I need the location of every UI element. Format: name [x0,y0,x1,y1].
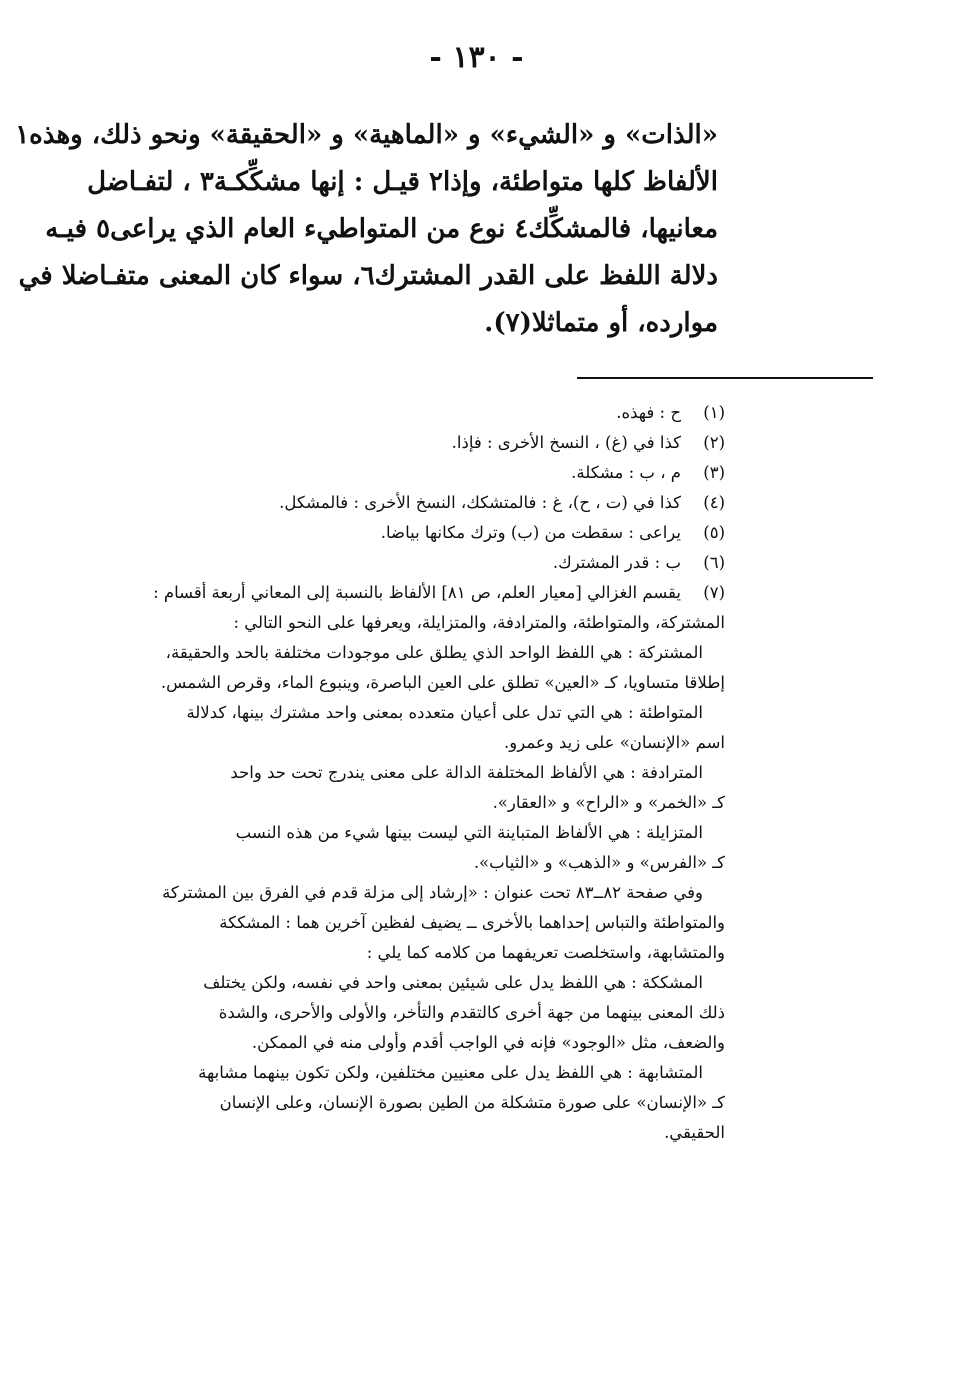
footnotes [80,398,725,1148]
main-text-line: دلالة اللفظ على القدر المشترك٦، سواء كان المعنى متفـاضلا في [18,261,718,291]
footnote-number: (٥) [703,523,725,542]
footnote-1 [80,398,725,428]
footnote-7-line: المشتركة، والمتواطئة، والمترادفة، والمتزايلة، ويعرفها على النحو التالي : [233,613,725,632]
footnote-2 [80,428,725,458]
footnote-7 [80,578,725,608]
footnote-7-line: وفي صفحة ٨٢ــ٨٣ تحت عنوان : «إرشاد إلى مزلة قدم في الفرق بين المشتركة [162,883,703,902]
footnote-7-line: كـ «الفرس» و «الذهب» و «الثياب». [473,853,725,872]
footnote-3 [80,458,725,488]
footnote-7-line: والمتواطئة والتباس إحداهما بالأخرى ــ يضيف لفظين آخرين هما : المشككة [219,913,725,932]
footnote-7-line: المشككة : هي اللفظ يدل على شيئين بمعنى واحد في نفسه، ولكن يختلف [203,973,703,992]
main-text [15,112,718,347]
footnote-7-line: والضعف، مثل «الوجود» فإنه في الواجب أقدم وأولى منه في الممكن. [251,1033,725,1052]
footnote-number: (٦) [703,553,725,572]
page-number: - ١٣٠ - [429,40,524,75]
main-text-line: معانيها، فالمشكِّك٤ نوع من المتواطيء العام الذي يراعى٥ فيـه [45,214,718,244]
footnote-text: ب : قدر المشترك. [552,553,681,572]
footnote-text: م ، ب : مشكلة. [571,463,681,482]
footnote-7-line: ذلك المعنى بينهما من جهة أخرى كالتقدم والتأخر، والأولى والأحرى، والشدة [218,1003,725,1022]
footnote-7-line: المشتركة : هي اللفظ الواحد الذي يطلق على موجودات مختلفة بالحد والحقيقة، [165,643,703,662]
footnote-text: كذا في (ت ، ح)، غ : فالمتشكك، النسخ الأخرى : فالمشكل. [279,493,681,512]
footnote-text: يراعى : سقطت من (ب) وترك مكانها بياضا. [380,523,681,542]
footnote-separator [577,377,873,379]
footnote-7-body [80,608,725,1148]
footnote-7-line: المترادفة : هي الألفاظ المختلفة الدالة على معنى يندرج تحت حد واحد [230,763,703,782]
main-text-line: موارده، أو متماثلا(٧). [484,308,718,338]
footnote-6 [80,548,725,578]
footnote-number: (٢) [703,433,725,452]
footnote-7-line: اسم «الإنسان» على زيد وعمرو. [504,733,725,752]
footnote-number: (٧) [703,583,725,602]
footnote-5 [80,518,725,548]
footnote-7-line: والمتشابهة، واستخلصت تعريفهما من كلامه كما يلي : [366,943,725,962]
footnote-text: كذا في (غ) ، النسخ الأخرى : فإذا. [451,433,681,452]
footnote-number: (٤) [703,493,725,512]
footnote-7-line: المتزايلة : هي الألفاظ المتباينة التي ليست بينها شيء من هذه النسب [235,823,703,842]
main-text-line: الألفاظ كلها متواطئة، وإذا٢ قيـل : إنها مشكِّكـة٣ ، لتفـاضل [87,167,718,197]
footnote-text: ح : فهذه. [616,403,681,422]
footnote-number: (٣) [703,463,725,482]
footnote-number: (١) [703,403,725,422]
footnote-7-line: المتشابهة : هي اللفظ يدل على معنيين مختلفين، ولكن تكون بينهما مشابهة [198,1063,703,1082]
footnote-7-line: الحقيقي. [664,1123,725,1142]
footnote-7-line: المتواطئة : هي التي تدل على أعيان متعدده بمعنى واحد مشترك بينها، كدلالة [186,703,703,722]
footnote-text: يقسم الغزالي [معيار العلم، ص ٨١] الألفاظ بالنسبة إلى المعاني أربعة أقسام : [153,583,681,602]
footnote-7-line: كـ «الإنسان» على صورة متشكلة من الطين بصورة الإنسان، وعلى الإنسان [219,1093,725,1112]
footnote-7-line: إطلاقا متساويا، كـ «العين» تطلق على العين الباصرة، وينبوع الماء، وقرص الشمس. [160,673,725,692]
footnote-4 [80,488,725,518]
footnote-7-line: كـ «الخمر» و «الراح» و «العقار». [492,793,725,812]
main-text-line: «الذات» و «الشيء» و «الماهية» و «الحقيقة» ونحو ذلك، وهذه١ [15,120,718,150]
